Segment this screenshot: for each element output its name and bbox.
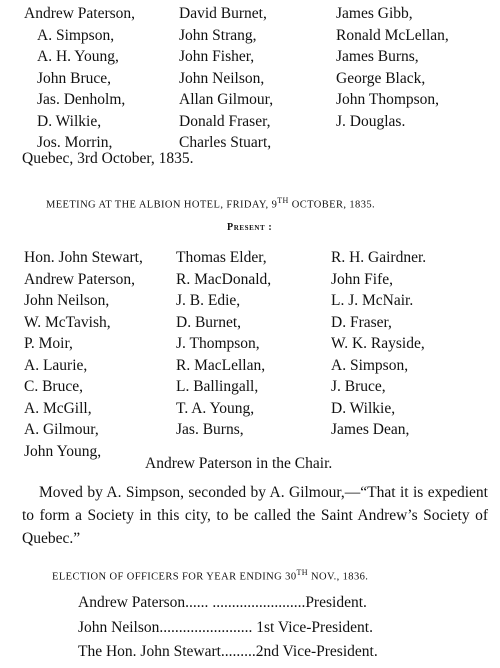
name-entry: J. B. Edie, (176, 292, 241, 309)
name-entry: A. Simpson, (37, 26, 115, 44)
name-entry: John Neilson, (24, 292, 110, 309)
name-entry: Ronald McLellan, (336, 26, 449, 44)
name-entry: T. A. Young, (176, 399, 255, 417)
name-entry: George Black, (336, 69, 426, 87)
name-entry: R. MacLellan, (176, 356, 266, 374)
present-column-2 (176, 247, 271, 441)
name-entry: D. Burnet, (176, 313, 242, 331)
officer-role: 1st Vice-President. (252, 619, 373, 636)
officer-role: President. (305, 594, 367, 611)
officer-name: The Hon. John Stewart (78, 643, 221, 660)
name-entry: Hon. John Stewart, (24, 249, 143, 266)
officer-role: 2nd Vice-President. (255, 643, 378, 660)
name-entry: Thomas Elder, (176, 249, 267, 266)
name-entry: L. J. McNair. (331, 292, 414, 309)
name-entry: Allan Gilmour, (179, 91, 274, 108)
meeting-heading (46, 196, 375, 211)
officer-leader: ......... (220, 643, 256, 660)
present-column-1 (24, 247, 143, 462)
name-entry: Jos. Morrin, (37, 134, 113, 151)
name-entry: Donald Fraser, (179, 112, 271, 130)
name-entry: A. Gilmour, (24, 421, 99, 438)
election-heading-end: NOV., 1836. (307, 571, 369, 583)
meeting-heading-end: OCTOBER, 1835. (288, 199, 376, 211)
name-entry: A. Laurie, (24, 356, 88, 374)
officer-row (78, 619, 373, 637)
officer-name: Andrew Paterson...... (78, 594, 209, 611)
name-entry: W. K. Rayside, (331, 335, 425, 352)
motion-paragraph: Moved by A. Simpson, seconded by A. Gilmour,—“That it is expedient to form a Society in this city, to be called the Saint Andrew’s Society of Quebec.” (22, 484, 488, 547)
name-entry: A. Simpson, (331, 356, 409, 374)
meeting-heading-text: MEETING AT THE ALBION HOTEL, FRIDAY, 9 (46, 199, 278, 211)
dateline: Quebec, 3rd October, 1835. (22, 150, 194, 167)
name-entry: J. Douglas. (336, 112, 406, 130)
name-entry: C. Bruce, (24, 378, 83, 395)
name-entry: John Fisher, (179, 48, 255, 65)
officer-row (78, 594, 367, 612)
name-entry: Andrew Paterson, (24, 5, 136, 22)
name-entry: A. McGill, (24, 399, 92, 417)
name-entry: L. Ballingall, (176, 378, 259, 395)
names-column-3 (336, 3, 449, 132)
chair-line: Andrew Paterson in the Chair. (145, 455, 333, 472)
names-column-2 (179, 3, 273, 154)
officer-name: John Neilson (78, 619, 160, 636)
meeting-heading-sup: TH (277, 196, 289, 205)
names-column-1 (24, 3, 135, 154)
election-heading (52, 568, 368, 583)
name-entry: J. Bruce, (331, 378, 386, 395)
officer-leader: ........................ (208, 594, 306, 611)
name-entry: John Strang, (179, 26, 257, 44)
name-entry: James Dean, (331, 421, 410, 438)
name-entry: Charles Stuart, (179, 134, 272, 151)
name-entry: James Gibb, (336, 5, 413, 22)
name-entry: R. H. Gairdner. (331, 249, 427, 266)
officer-leader: ........................ (159, 619, 253, 636)
present-column-3 (331, 247, 426, 441)
name-entry: David Burnet, (179, 5, 267, 22)
name-entry: John Bruce, (37, 69, 112, 87)
name-entry: John Neilson, (179, 69, 265, 87)
name-entry: W. McTavish, (24, 313, 111, 331)
name-entry: P. Moir, (24, 335, 73, 352)
name-entry: Andrew Paterson, (24, 270, 136, 288)
election-heading-text: ELECTION OF OFFICERS FOR YEAR ENDING 30 (52, 571, 297, 583)
officer-row (78, 643, 378, 661)
name-entry: R. MacDonald, (176, 270, 272, 288)
name-entry: A. H. Young, (37, 48, 119, 65)
name-entry: John Fife, (331, 270, 393, 288)
present-label: Present : (227, 222, 273, 233)
name-entry: John Young, (24, 442, 102, 460)
name-entry: John Thompson, (336, 91, 440, 108)
name-entry: D. Wilkie, (331, 399, 396, 417)
name-entry: D. Wilkie, (37, 112, 102, 130)
name-entry: Jas. Burns, (176, 421, 244, 438)
election-heading-sup: TH (296, 568, 308, 577)
name-entry: J. Thompson, (176, 335, 260, 352)
name-entry: Jas. Denholm, (37, 91, 126, 108)
name-entry: D. Fraser, (331, 313, 392, 331)
name-entry: James Burns, (336, 48, 419, 65)
